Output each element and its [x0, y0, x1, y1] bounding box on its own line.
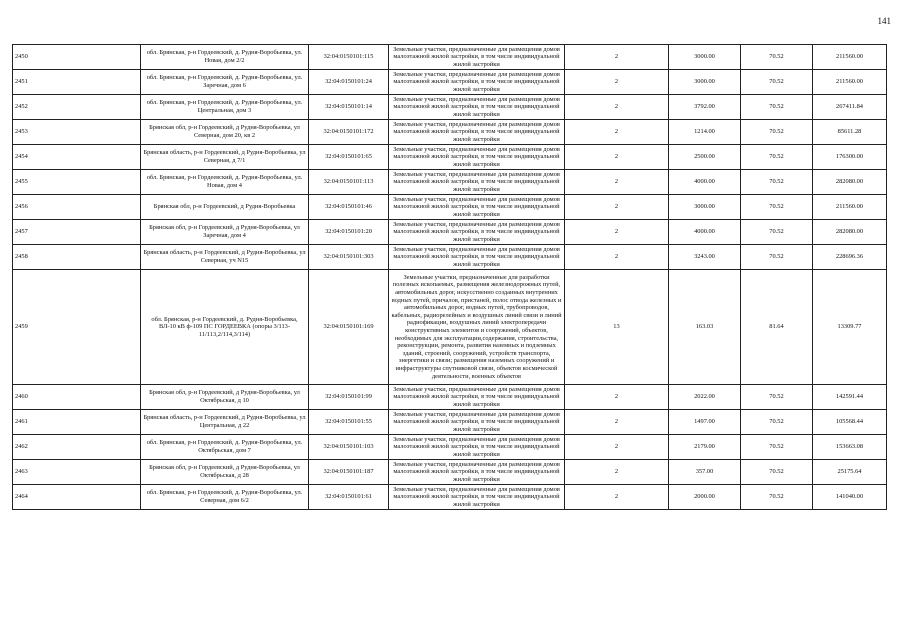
row-cadastral-value: 25175.64 — [813, 460, 887, 485]
page-number: 141 — [877, 16, 891, 26]
row-area: 2179.00 — [669, 435, 741, 460]
row-number: 2452 — [13, 95, 141, 120]
row-number: 2457 — [13, 220, 141, 245]
row-number: 2462 — [13, 435, 141, 460]
row-group: 2 — [565, 460, 669, 485]
row-address: обл. Брянская, р-н Гордеевский, д. Рудня-Воробьевка, ВЛ-10 кВ ф-109 ПС ГОРДЕЕВКА (опоры 3/113-11/113,2/114,3/114) — [141, 270, 309, 385]
row-rate: 70.52 — [741, 385, 813, 410]
row-number: 2459 — [13, 270, 141, 385]
row-cadastral-value: 211560.00 — [813, 70, 887, 95]
row-address: обл. Брянская, р-н Гордеевский, д. Рудня-Воробьевка, ул. Новая, дом 2/2 — [141, 45, 309, 70]
row-number: 2453 — [13, 120, 141, 145]
row-rate: 70.52 — [741, 485, 813, 510]
row-group: 2 — [565, 70, 669, 95]
row-address: Брянская обл, р-н Гордеевский, д Рудня-Воробьевка, ул Октябрьская, д 10 — [141, 385, 309, 410]
row-number: 2463 — [13, 460, 141, 485]
row-area: 2022.00 — [669, 385, 741, 410]
row-land-use: Земельные участки, предназначенные для размещения домов малоэтажной жилой застройки, в том числе индивидуальной жилой застройки — [389, 145, 565, 170]
row-group: 2 — [565, 145, 669, 170]
row-cadastral-number: 32:04:0150101:65 — [309, 145, 389, 170]
row-address: обл. Брянская, р-н Гордеевский, д. Рудня-Воробьевка, ул. Заречная, дом 6 — [141, 70, 309, 95]
row-number: 2456 — [13, 195, 141, 220]
row-land-use: Земельные участки, предназначенные для размещения домов малоэтажной жилой застройки, в том числе индивидуальной жилой застройки — [389, 460, 565, 485]
row-land-use: Земельные участки, предназначенные для размещения домов малоэтажной жилой застройки, в том числе индивидуальной жилой застройки — [389, 195, 565, 220]
row-group: 2 — [565, 195, 669, 220]
row-cadastral-value: 85611.28 — [813, 120, 887, 145]
row-group: 2 — [565, 485, 669, 510]
row-rate: 70.52 — [741, 220, 813, 245]
row-number: 2458 — [13, 245, 141, 270]
row-rate: 70.52 — [741, 170, 813, 195]
table-row — [13, 270, 887, 385]
table-body — [13, 45, 887, 510]
row-area: 1214.00 — [669, 120, 741, 145]
row-group: 2 — [565, 245, 669, 270]
row-rate: 70.52 — [741, 460, 813, 485]
row-land-use: Земельные участки, предназначенные для размещения домов малоэтажной жилой застройки, в том числе индивидуальной жилой застройки — [389, 485, 565, 510]
row-number: 2454 — [13, 145, 141, 170]
row-land-use: Земельные участки, предназначенные для размещения домов малоэтажной жилой застройки, в том числе индивидуальной жилой застройки — [389, 220, 565, 245]
row-rate: 70.52 — [741, 410, 813, 435]
table-row — [13, 485, 887, 510]
row-number: 2460 — [13, 385, 141, 410]
row-cadastral-value: 105568.44 — [813, 410, 887, 435]
table-row — [13, 435, 887, 460]
row-cadastral-number: 32:04:0150101:187 — [309, 460, 389, 485]
row-land-use: Земельные участки, предназначенные для размещения домов малоэтажной жилой застройки, в том числе индивидуальной жилой застройки — [389, 95, 565, 120]
row-group: 2 — [565, 45, 669, 70]
row-rate: 70.52 — [741, 435, 813, 460]
cadastral-value-table — [12, 44, 887, 510]
row-area: 4000.00 — [669, 170, 741, 195]
row-address: обл. Брянская, р-н Гордеевский, д. Рудня-Воробьевка, ул. Центральная, дом 3 — [141, 95, 309, 120]
table-row — [13, 195, 887, 220]
row-area: 3792.00 — [669, 95, 741, 120]
table-row — [13, 120, 887, 145]
row-number: 2451 — [13, 70, 141, 95]
table-row — [13, 220, 887, 245]
row-group: 2 — [565, 410, 669, 435]
row-area: 3000.00 — [669, 70, 741, 95]
row-cadastral-value: 176300.00 — [813, 145, 887, 170]
row-cadastral-number: 32:04:0150101:113 — [309, 170, 389, 195]
row-number: 2461 — [13, 410, 141, 435]
row-address: обл. Брянская, р-н Гордеевский, д. Рудня-Воробьевка, ул. Октябрьская, дом 7 — [141, 435, 309, 460]
row-rate: 70.52 — [741, 120, 813, 145]
row-cadastral-value: 142591.44 — [813, 385, 887, 410]
table-row — [13, 145, 887, 170]
row-cadastral-value: 13309.77 — [813, 270, 887, 385]
row-cadastral-value: 141040.00 — [813, 485, 887, 510]
row-rate: 70.52 — [741, 45, 813, 70]
row-group: 2 — [565, 435, 669, 460]
row-land-use: Земельные участки, предназначенные для размещения домов малоэтажной жилой застройки, в том числе индивидуальной жилой застройки — [389, 70, 565, 95]
row-land-use: Земельные участки, предназначенные для разработки полезных ископаемых, размещения железнодорожных путей, автомобильных дорог, искусственно созданных внутренних водных путей, причалов, пристаней, полос отвода железных и автомобильных дорог, водных путей, трубопроводов, кабельных, радиорелейных и воздушных линий связи и линий радиофикации, воздушных линий электропередачи конструктивных элементов и сооружений, объектов, необходимых для эксплуатации,содержания, строительства, реконструкции, ремонта, развития наземных и подземных зданий, строений, сооружений, устройств транспорта, энергетики и связи; размещения наземных сооружений и инфраструктуры спутниковой связи, объектов космической деятельности, военных объектов — [389, 270, 565, 385]
row-cadastral-number: 32:04:0150101:46 — [309, 195, 389, 220]
row-number: 2455 — [13, 170, 141, 195]
row-number: 2450 — [13, 45, 141, 70]
row-address: Брянская область, р-н Гордеевский, д Рудня-Воробьевка, ул Северная, уч N15 — [141, 245, 309, 270]
row-address: Брянская обл, р-н Гордеевский, д Рудня-Воробьевка, ул Северная, дом 20, кв 2 — [141, 120, 309, 145]
row-rate: 70.52 — [741, 245, 813, 270]
row-address: Брянская область, р-н Гордеевский, д Рудня-Воробьевка, ул Центральная, д 22 — [141, 410, 309, 435]
table-row — [13, 95, 887, 120]
row-group: 2 — [565, 95, 669, 120]
row-cadastral-number: 32:04:0150101:20 — [309, 220, 389, 245]
row-cadastral-value: 282080.00 — [813, 220, 887, 245]
row-area: 2500.00 — [669, 145, 741, 170]
row-land-use: Земельные участки, предназначенные для размещения домов малоэтажной жилой застройки, в том числе индивидуальной жилой застройки — [389, 410, 565, 435]
table-row — [13, 170, 887, 195]
row-group: 2 — [565, 120, 669, 145]
row-rate: 70.52 — [741, 145, 813, 170]
row-cadastral-value: 228696.36 — [813, 245, 887, 270]
row-area: 4000.00 — [669, 220, 741, 245]
row-area: 2000.00 — [669, 485, 741, 510]
row-cadastral-number: 32:04:0150101:61 — [309, 485, 389, 510]
row-group: 2 — [565, 385, 669, 410]
table-row — [13, 410, 887, 435]
row-area: 357.00 — [669, 460, 741, 485]
table-row — [13, 385, 887, 410]
row-cadastral-number: 32:04:0150101:303 — [309, 245, 389, 270]
row-area: 1497.00 — [669, 410, 741, 435]
row-cadastral-value: 153663.08 — [813, 435, 887, 460]
row-cadastral-number: 32:04:0150101:172 — [309, 120, 389, 145]
row-land-use: Земельные участки, предназначенные для размещения домов малоэтажной жилой застройки, в том числе индивидуальной жилой застройки — [389, 435, 565, 460]
row-area: 3000.00 — [669, 195, 741, 220]
row-cadastral-number: 32:04:0150101:169 — [309, 270, 389, 385]
row-land-use: Земельные участки, предназначенные для размещения домов малоэтажной жилой застройки, в том числе индивидуальной жилой застройки — [389, 245, 565, 270]
table-row — [13, 45, 887, 70]
row-number: 2464 — [13, 485, 141, 510]
row-cadastral-number: 32:04:0150101:14 — [309, 95, 389, 120]
row-cadastral-number: 32:04:0150101:24 — [309, 70, 389, 95]
row-cadastral-value: 267411.84 — [813, 95, 887, 120]
table-row — [13, 245, 887, 270]
row-area: 163.03 — [669, 270, 741, 385]
row-address: Брянская обл, р-н Гордеевский, д Рудня-Воробьевка, ул Октябрьская, д 28 — [141, 460, 309, 485]
row-group: 13 — [565, 270, 669, 385]
row-address: Брянская обл, р-н Гордеевский, д Рудня-Воробьевка — [141, 195, 309, 220]
row-rate: 70.52 — [741, 195, 813, 220]
row-address: обл. Брянская, р-н Гордеевский, д. Рудня-Воробьевка, ул. Северная, дом 6/2 — [141, 485, 309, 510]
row-address: Брянская область, р-н Гордеевский, д Рудня-Воробьевка, ул Северная, д 7/1 — [141, 145, 309, 170]
row-cadastral-value: 211560.00 — [813, 195, 887, 220]
row-land-use: Земельные участки, предназначенные для размещения домов малоэтажной жилой застройки, в том числе индивидуальной жилой застройки — [389, 120, 565, 145]
row-cadastral-number: 32:04:0150101:99 — [309, 385, 389, 410]
row-group: 2 — [565, 220, 669, 245]
table-row — [13, 70, 887, 95]
row-land-use: Земельные участки, предназначенные для размещения домов малоэтажной жилой застройки, в том числе индивидуальной жилой застройки — [389, 385, 565, 410]
row-rate: 70.52 — [741, 95, 813, 120]
row-rate: 70.52 — [741, 70, 813, 95]
row-address: обл. Брянская, р-н Гордеевский, д. Рудня-Воробьевка, ул. Новая, дом 4 — [141, 170, 309, 195]
row-land-use: Земельные участки, предназначенные для размещения домов малоэтажной жилой застройки, в том числе индивидуальной жилой застройки — [389, 170, 565, 195]
row-rate: 81.64 — [741, 270, 813, 385]
row-cadastral-number: 32:04:0150101:103 — [309, 435, 389, 460]
row-address: Брянская обл, р-н Гордеевский, д Рудня-Воробьевка, ул Заречная, дом 4 — [141, 220, 309, 245]
row-area: 3243.00 — [669, 245, 741, 270]
row-cadastral-value: 282080.00 — [813, 170, 887, 195]
table-row — [13, 460, 887, 485]
row-area: 3000.00 — [669, 45, 741, 70]
row-group: 2 — [565, 170, 669, 195]
row-cadastral-number: 32:04:0150101:115 — [309, 45, 389, 70]
row-cadastral-number: 32:04:0150101:55 — [309, 410, 389, 435]
row-cadastral-value: 211560.00 — [813, 45, 887, 70]
row-land-use: Земельные участки, предназначенные для размещения домов малоэтажной жилой застройки, в том числе индивидуальной жилой застройки — [389, 45, 565, 70]
